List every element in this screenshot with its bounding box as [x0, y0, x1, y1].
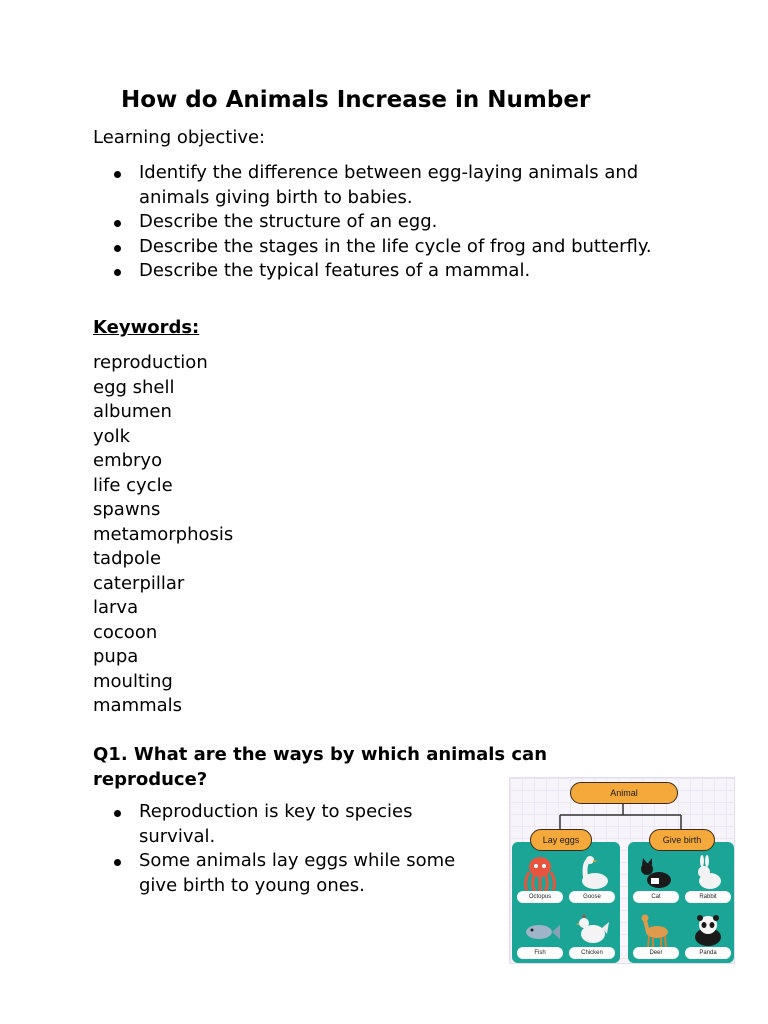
- answer-item: Reproduction is key to species survival.: [93, 800, 493, 849]
- animal-card-fish: [515, 906, 565, 962]
- objective-item: Describe the stages in the life cycle of frog and butterfly.: [93, 235, 693, 260]
- keyword-item: spawns: [93, 499, 161, 520]
- give-birth-label: Give birth: [649, 829, 715, 851]
- animal-label: Octopus: [517, 891, 563, 903]
- question-1: Q1. What are the ways by which animals can reproduce?: [93, 744, 548, 790]
- keyword-item: pupa: [93, 646, 139, 667]
- page-title: How do Animals Increase in Number: [121, 87, 591, 113]
- animal-label: Fish: [517, 947, 563, 959]
- fish-icon: [519, 910, 561, 948]
- chicken-icon: [571, 910, 613, 948]
- animal-label: Chicken: [569, 947, 615, 959]
- animal-card-cat: [631, 850, 681, 906]
- keyword-item: caterpillar: [93, 572, 185, 594]
- keyword-item: mammals: [93, 695, 183, 716]
- animal-root-label: Animal: [570, 782, 678, 804]
- keyword-item: moulting: [93, 670, 173, 692]
- keyword-item: tadpole: [93, 548, 162, 569]
- keyword-item: larva: [93, 597, 139, 618]
- objective-item: Identify the difference between egg-laying animals and animals giving birth to babies.: [93, 161, 693, 210]
- keyword-item: reproduction: [93, 352, 208, 373]
- animal-card-deer: [631, 906, 681, 962]
- answer-list: [93, 800, 493, 898]
- learning-objective-list: [93, 161, 693, 284]
- keyword-item: yolk: [93, 425, 131, 447]
- animal-label: Panda: [685, 947, 731, 959]
- panda-icon: [687, 910, 729, 948]
- animal-label: Deer: [633, 947, 679, 959]
- animal-label: Rabbit: [685, 891, 731, 903]
- keyword-item: egg shell: [93, 376, 175, 398]
- lay-eggs-label: Lay eggs: [530, 829, 592, 851]
- keyword-item: embryo: [93, 450, 163, 471]
- keyword-item: metamorphosis: [93, 523, 234, 545]
- animal-card-rabbit: [683, 850, 733, 906]
- learning-objective-heading: Learning objective:: [93, 127, 266, 148]
- give-birth-panel: [628, 842, 734, 963]
- goose-icon: [571, 854, 613, 892]
- animal-card-octopus: [515, 850, 565, 906]
- deer-icon: [635, 910, 677, 948]
- keyword-item: cocoon: [93, 621, 158, 643]
- keyword-item: albumen: [93, 401, 172, 422]
- animal-card-goose: [567, 850, 617, 906]
- objective-item: Describe the typical features of a mammal.: [93, 259, 693, 284]
- animal-card-chicken: [567, 906, 617, 962]
- keyword-item: life cycle: [93, 474, 173, 496]
- lay-eggs-panel: [512, 842, 620, 963]
- animal-label: Cat: [633, 891, 679, 903]
- keywords-list: [93, 351, 233, 719]
- keywords-heading: Keywords:: [93, 317, 200, 338]
- objective-item: Describe the structure of an egg.: [93, 210, 693, 235]
- answer-item: Some animals lay eggs while some give birth to young ones.: [93, 849, 493, 898]
- animal-card-panda: [683, 906, 733, 962]
- animal-label: Goose: [569, 891, 615, 903]
- octopus-icon: [519, 854, 561, 892]
- cat-icon: [635, 854, 677, 892]
- rabbit-icon: [687, 854, 729, 892]
- animal-reproduction-diagram: [509, 777, 735, 964]
